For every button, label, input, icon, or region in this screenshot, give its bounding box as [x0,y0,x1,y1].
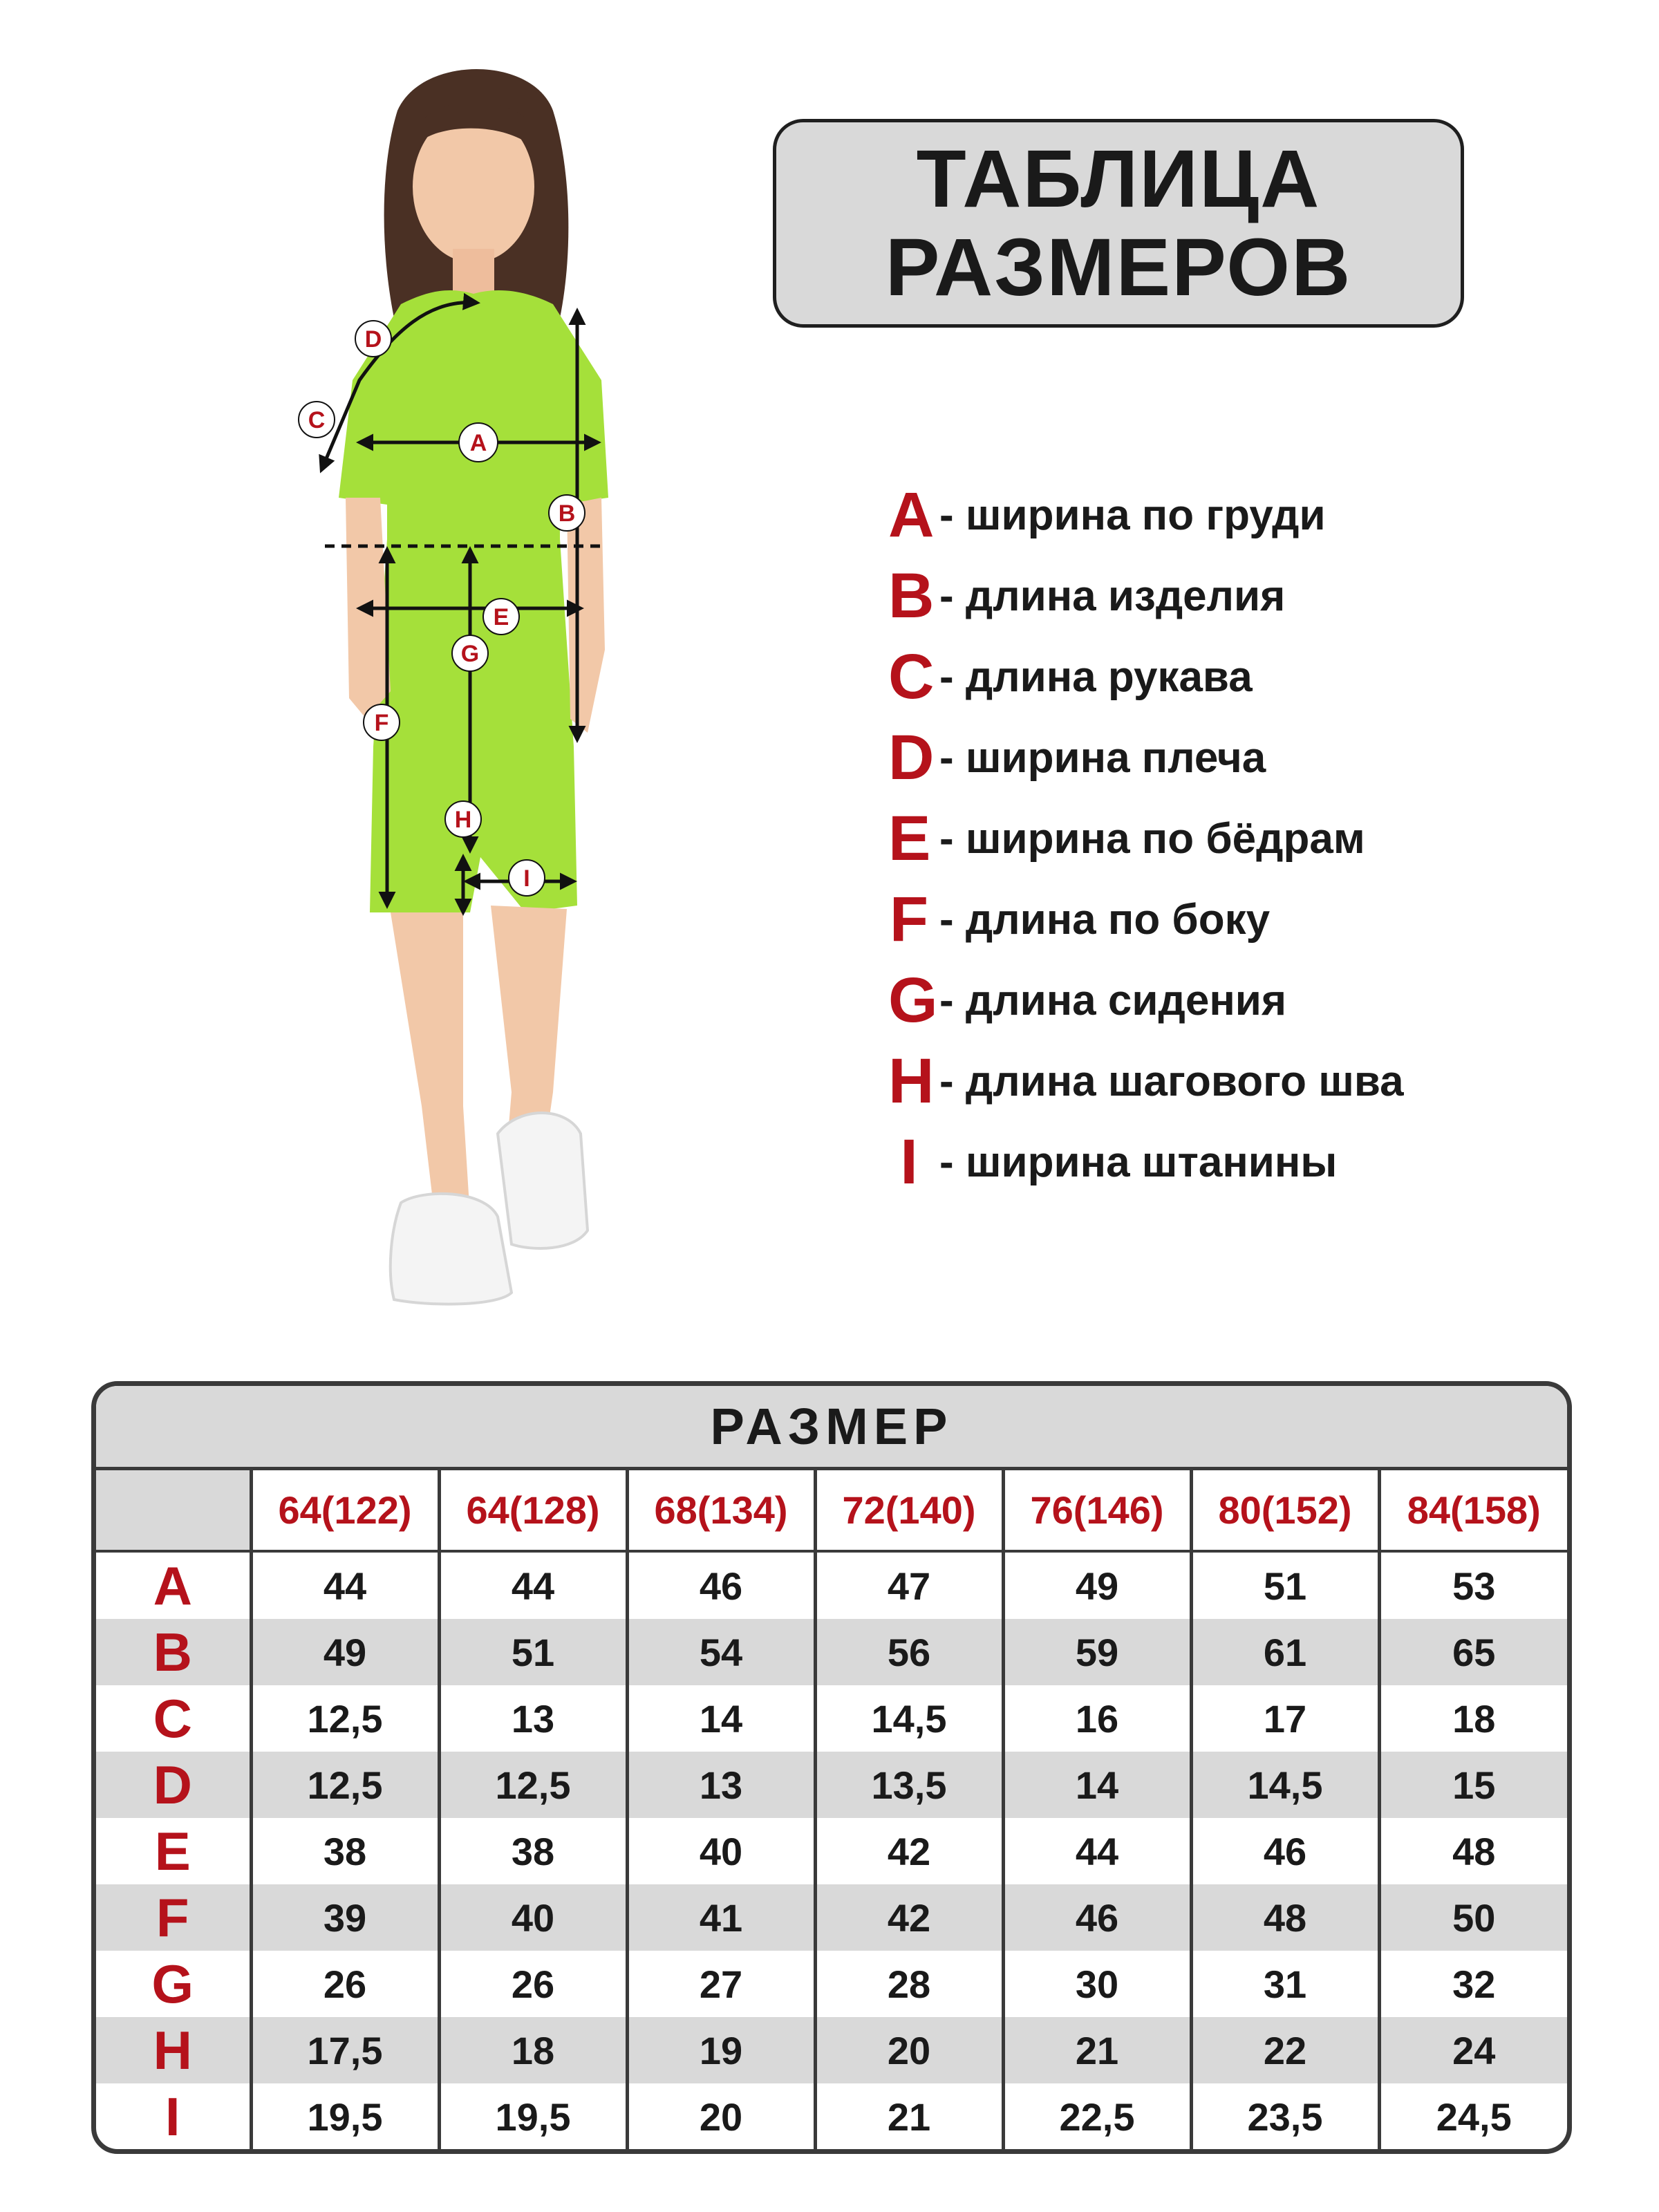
table-cell: 30 [1003,1951,1191,2017]
table-cell: 46 [627,1551,815,1619]
legend-text: - ширина по груди [939,491,1326,539]
marker-d [355,321,391,357]
title-line-1: ТАБЛИЦА [916,133,1321,225]
row-label: G [151,1953,194,2014]
table-cell: 13,5 [815,1752,1003,1818]
table-cell: 41 [627,1884,815,1951]
table-cell: 44 [439,1551,627,1619]
svg-text:F: F [374,710,389,736]
table-row [96,1951,1567,2017]
table-cell: 19,5 [439,2083,627,2150]
table-cell: 51 [439,1619,627,1685]
table-row [96,1752,1567,1818]
table-row [96,2017,1567,2083]
model-figure [263,55,705,1341]
size-table [91,1381,1572,2154]
svg-text:D: D [364,326,382,353]
row-label: B [96,1619,251,1685]
size-col-header: 64(122) [251,1470,439,1551]
row-label: I [165,2086,180,2147]
table-cell: 65 [1379,1619,1567,1685]
legend-text: - длина шагового шва [939,1057,1404,1105]
table-cell: 20 [627,2083,815,2150]
marker-i [509,860,545,896]
table-cell: 44 [1003,1818,1191,1884]
table-cell: 32 [1379,1951,1567,2017]
size-heading-text: РАЗМЕР [710,1398,953,1455]
table-cell: 14,5 [1191,1752,1379,1818]
legend-row-c [888,639,1253,715]
size-col-header: 68(134) [627,1470,815,1551]
table-cell: 12,5 [439,1752,627,1818]
shoe-left [391,1194,512,1304]
table-cell: 19 [627,2017,815,2083]
table-cell: 54 [627,1619,815,1685]
table-cell: 21 [815,2083,1003,2150]
size-col-header: 64(128) [439,1470,627,1551]
legend-letter: F [889,884,929,955]
table-cell: 21 [1003,2017,1191,2083]
size-col-header: 72(140) [815,1470,1003,1551]
row-label: A [153,1555,192,1616]
row-label: C [153,1687,192,1749]
legend-row-d [888,720,1266,796]
svg-text:I: I [523,865,530,892]
table-row [96,1818,1567,1884]
table-cell: 24,5 [1379,2083,1567,2150]
table-row [96,2083,1567,2150]
table-row [96,1619,1567,1685]
legend-text: - длина сидения [939,976,1287,1024]
table-row [96,1884,1567,1951]
table-cell: 26 [439,1951,627,2017]
legend-letter: E [888,803,931,874]
table-cell: 19,5 [251,2083,439,2150]
table-cell: 23,5 [1191,2083,1379,2150]
table-cell: 44 [251,1551,439,1619]
marker-c [299,402,335,438]
table-cell: 12,5 [251,1752,439,1818]
legend-row-f [888,881,1270,957]
shoe-right [498,1113,588,1248]
legend-row-a [888,477,1326,553]
table-cell: 38 [251,1818,439,1884]
svg-text:C: C [308,407,326,433]
table-cell: 18 [439,2017,627,2083]
legend-letter: I [900,1127,918,1197]
marker-e [483,599,519,635]
row-label: H [96,2017,251,2083]
table-cell: 27 [627,1951,815,2017]
row-label: F [96,1884,251,1951]
legend-text: - длина по боку [939,895,1271,944]
legend-letter: B [888,561,935,631]
table-cell: 14 [1003,1752,1191,1818]
corner-cell [96,1470,251,1551]
table-cell: 40 [627,1818,815,1884]
table-cell: 42 [815,1818,1003,1884]
table-cell: 48 [1379,1818,1567,1884]
table-cell: 12,5 [251,1685,439,1752]
marker-b [549,495,585,531]
svg-text:A: A [469,430,487,456]
legend-row-g [888,962,1286,1038]
title-line-2: РАЗМЕРОВ [885,222,1352,313]
table-cell: 20 [815,2017,1003,2083]
legend-letter: H [888,1046,935,1116]
table-cell: 18 [1379,1685,1567,1752]
table-cell: 14,5 [815,1685,1003,1752]
table-cell: 49 [251,1619,439,1685]
table-cell: 61 [1191,1619,1379,1685]
size-header-row [96,1470,1567,1551]
legend-text: - ширина штанины [939,1138,1338,1186]
size-grid [96,1470,1567,2150]
legend-letter: G [888,965,938,1035]
legend-row-i [888,1124,1337,1200]
svg-text:H: H [454,807,472,833]
row-label: E [154,1820,191,1882]
legend-letter: A [888,480,935,550]
title-box [773,119,1464,328]
table-cell: 16 [1003,1685,1191,1752]
table-cell: 39 [251,1884,439,1951]
svg-text:B: B [558,500,576,527]
legend-text: - длина изделия [939,572,1286,620]
table-cell: 46 [1003,1884,1191,1951]
table-cell: 13 [627,1752,815,1818]
table-cell: 50 [1379,1884,1567,1951]
legend-text: - ширина по бёдрам [939,814,1365,863]
table-cell: 28 [815,1951,1003,2017]
svg-text:E: E [493,604,509,630]
legend-letter: C [888,641,935,712]
table-cell: 49 [1003,1551,1191,1619]
marker-f [364,704,400,740]
table-cell: 22 [1191,2017,1379,2083]
table-cell: 31 [1191,1951,1379,2017]
table-cell: 22,5 [1003,2083,1191,2150]
legend-text: - ширина плеча [939,733,1266,782]
marker-a [459,423,498,462]
legend-text: - длина рукава [939,653,1253,701]
marker-h [445,801,481,837]
table-cell: 38 [439,1818,627,1884]
row-label: D [96,1752,251,1818]
table-cell: 47 [815,1551,1003,1619]
table-cell: 13 [439,1685,627,1752]
legend-letter: D [888,722,935,793]
size-col-header: 84(158) [1379,1470,1567,1551]
size-col-header: 76(146) [1003,1470,1191,1551]
size-col-header: 80(152) [1191,1470,1379,1551]
table-cell: 17,5 [251,2017,439,2083]
legend-row-b [888,558,1285,634]
size-table-heading [96,1386,1567,1470]
table-cell: 24 [1379,2017,1567,2083]
table-cell: 14 [627,1685,815,1752]
table-cell: 59 [1003,1619,1191,1685]
table-row [96,1685,1567,1752]
table-cell: 17 [1191,1685,1379,1752]
table-cell: 26 [251,1951,439,2017]
table-cell: 42 [815,1884,1003,1951]
table-cell: 51 [1191,1551,1379,1619]
table-cell: 40 [439,1884,627,1951]
table-cell: 15 [1379,1752,1567,1818]
table-cell: 46 [1191,1818,1379,1884]
table-cell: 56 [815,1619,1003,1685]
legend-row-e [888,800,1365,877]
marker-g [452,635,488,671]
table-row [96,1551,1567,1619]
legend-row-h [888,1043,1404,1119]
svg-text:G: G [460,641,480,667]
table-cell: 53 [1379,1551,1567,1619]
table-cell: 48 [1191,1884,1379,1951]
model-illustration [263,55,705,1341]
